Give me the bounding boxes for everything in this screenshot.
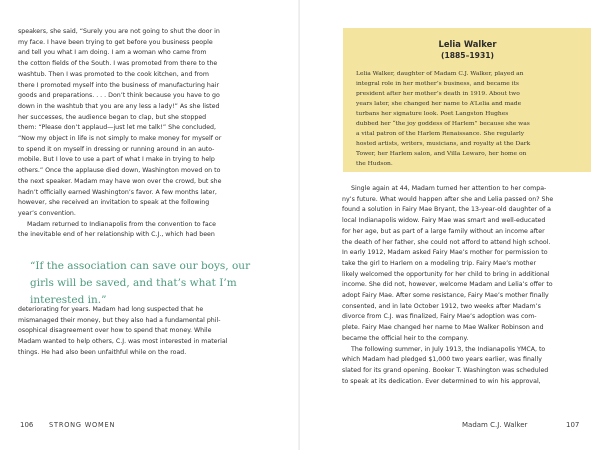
text-line: Lelia Walker, daughter of Madam C.J. Walker, played an bbox=[356, 70, 524, 77]
text-line: for her age, but as part of a large family without an income after bbox=[342, 227, 545, 235]
text-line: Madam wanted to help others, C.J. was most interested in material bbox=[18, 338, 228, 346]
text-line: however, she received an invitation to speak at the following bbox=[18, 199, 210, 207]
text-line: my face. I have been trying to get before you business people bbox=[18, 38, 213, 46]
text-line: ny’s future. What would happen after she and Lelia passed on? She bbox=[342, 195, 554, 203]
text-line: plete. Fairy Mae changed her name to Mae Walker Robinson and bbox=[342, 324, 544, 332]
text-line: adopt Fairy Mae. After some resistance, Fairy Mae’s mother finally bbox=[342, 292, 549, 300]
text-line: became the official heir to the company. bbox=[342, 334, 469, 342]
sidebar-years: (1885–1931) bbox=[440, 51, 494, 60]
text-line: them: “Please don’t applaud—just let me talk!” She concluded, bbox=[18, 124, 217, 132]
text-line: Madam returned to Indianapolis from the convention to face bbox=[27, 220, 216, 228]
text-line: “Now my object in life is not simply to make money for myself or bbox=[18, 135, 222, 143]
text-line: to spend it on myself in dressing or running around in an auto- bbox=[18, 145, 215, 153]
text-line: slated for its grand opening. Booker T. Washington was scheduled bbox=[342, 366, 549, 374]
text-line: hadn’t officially earned Washington’s favor. A few months later, bbox=[18, 188, 217, 196]
text-line: consented, and in late October 1912, two weeks after Madam’s bbox=[342, 302, 541, 310]
text-line: goods and preparations. . . . Don’t think because you have to go bbox=[18, 92, 220, 100]
right-body-paragraph-2 bbox=[342, 345, 594, 388]
text-line: down in the washtub that you are any less a lady!” As she listed bbox=[18, 102, 220, 110]
text-line: things. He had also been unfaithful while on the road. bbox=[18, 348, 187, 356]
text-line: likely welcomed the opportunity for her child to bring in additional bbox=[342, 270, 550, 278]
sidebar-title: Lelia Walker bbox=[438, 39, 497, 49]
text-line: divorce from C.J. was finalized, Fairy Mae’s adoption was com- bbox=[342, 313, 537, 321]
page-number-right: 107 bbox=[566, 421, 580, 429]
running-head-chapter-title: Madam C.J. Walker bbox=[462, 421, 528, 429]
text-line: washtub. Then I was promoted to the cook kitchen, and from bbox=[18, 70, 209, 78]
text-line: the death of her father, she could not afford to attend high school. bbox=[342, 238, 551, 246]
text-line: interested in.” bbox=[30, 294, 107, 306]
right-page bbox=[300, 0, 600, 450]
running-head-book-title: STRONG WOMEN bbox=[49, 421, 116, 429]
text-line: mobile. But I love to use a part of what I make in trying to help bbox=[18, 156, 215, 164]
text-line: In early 1912, Madam asked Fairy Mae’s mother for permission to bbox=[342, 249, 548, 257]
text-line: there I promoted myself into the business of manufacturing hair bbox=[18, 81, 220, 89]
text-line: the Hudson. bbox=[356, 160, 393, 167]
text-line: dubbed her “the joy goddess of Harlem” because she was bbox=[356, 120, 530, 127]
text-line: take the girl to Harlem on a modeling trip. Fairy Mae’s mother bbox=[342, 259, 537, 267]
text-line: president after her mother’s death in 1919. About two bbox=[356, 90, 520, 97]
text-line: year’s convention. bbox=[18, 209, 76, 217]
right-body-paragraph-1 bbox=[342, 184, 594, 345]
left-body-paragraph-3 bbox=[18, 305, 280, 359]
pull-quote bbox=[30, 258, 280, 309]
text-line: years later, she changed her name to A’Lelia and made bbox=[356, 100, 522, 107]
text-line: turbans her signature look. Poet Langston Hughes bbox=[356, 110, 509, 117]
left-body-paragraph-1 bbox=[18, 27, 280, 220]
text-line: mismanaged their money, but they also had a fundamental phil- bbox=[18, 316, 221, 324]
page-number-left: 106 bbox=[20, 421, 34, 429]
text-line: integral role in her mother’s business, and became its bbox=[356, 80, 519, 87]
text-line: deteriorating for years. Madam had long suspected that he bbox=[18, 306, 204, 313]
sidebar-lelia-walker bbox=[343, 28, 591, 172]
text-line: local Indianapolis widow. Fairy Mae was smart and well-educated bbox=[342, 217, 546, 225]
text-line: osophical disagreement over how to spend that money. While bbox=[18, 327, 212, 335]
text-line: The following summer, in July 1913, the Indianapolis YMCA, to bbox=[351, 345, 546, 353]
text-line: found a solution in Fairy Mae Bryant, the 13-year-old daughter of a bbox=[342, 206, 551, 214]
text-line: a vital patron of the Harlem Renaissance. She regularly bbox=[356, 130, 525, 137]
left-body-paragraph-2 bbox=[18, 220, 280, 241]
text-line: and tell you what I am doing. I am a woman who came from bbox=[18, 49, 207, 57]
text-line: “If the association can save our boys, our bbox=[30, 260, 251, 272]
text-line: to speak at its dedication. Ever determined to win his approval, bbox=[342, 377, 541, 385]
text-line: speakers, she said, “Surely you are not going to shut the door in bbox=[18, 28, 220, 35]
text-line: her successes, the audience began to clap, but she stopped bbox=[18, 113, 207, 121]
text-line: Tower, her Harlem salon, and Villa Lewaro, her home on bbox=[356, 150, 527, 157]
text-line: which Madam had pledged $1,000 two years earlier, was finally bbox=[342, 356, 542, 364]
text-line: the inevitable end of her relationship with C.J., which had been bbox=[18, 231, 215, 239]
text-line: others.” Once the applause died down, Washington moved on to bbox=[18, 167, 221, 175]
text-line: Single again at 44, Madam turned her attention to her compa- bbox=[351, 185, 547, 192]
text-line: girls will be saved, and that’s what I’m bbox=[30, 277, 237, 289]
sidebar-body bbox=[356, 69, 579, 169]
text-line: hosted artists, writers, musicians, and royalty at the Dark bbox=[356, 140, 531, 147]
text-line: the cotton fields of the South. I was promoted from there to the bbox=[18, 60, 218, 68]
text-line: income. She did not, however, welcome Madam and Lelia’s offer to bbox=[342, 281, 553, 289]
text-line: the next speaker. Madam may have won over the crowd, but she bbox=[18, 177, 222, 185]
